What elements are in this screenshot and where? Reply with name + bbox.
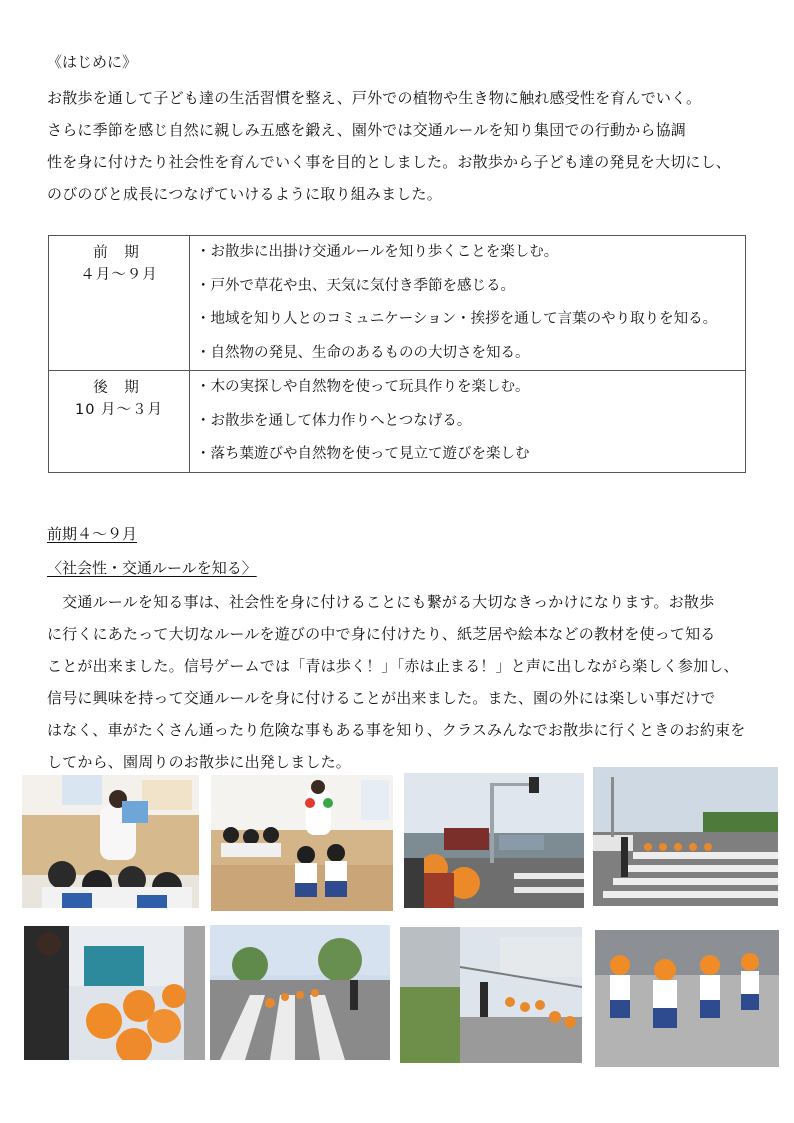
section-line: 信号に興味を持って交通ルールを身に付けることが出来ました。また、園の外には楽しい事だけで: [47, 689, 716, 707]
goal-item: ・自然物の発見、生命のあるものの大切さを知る。: [196, 344, 530, 361]
goal-item: ・地域を知り人とのコミュニケーション・挨拶を通して言葉のやり取りを知る。: [196, 311, 718, 327]
roadside-traffic-light-photo: [404, 773, 584, 908]
crossing-road-photo: [210, 925, 390, 1060]
section-heading: 前期４～９月: [47, 525, 138, 543]
section-line: はなく、車がたくさん通ったり危険な事もある事を知り、クラスみんなでお散歩に行くときのお約束を: [47, 721, 746, 739]
teacher-with-children-photo: [24, 926, 205, 1060]
section-line: ことが出来ました。信号ゲームでは「青は歩く！」「赤は止まる！」と声に出しながら楽しく参加し、: [47, 657, 739, 675]
goal-item: ・戸外で草花や虫、天気に気付き季節を感じる。: [196, 277, 515, 294]
plan-row-first-half: [49, 236, 746, 371]
sidewalk-walk-photo: [400, 927, 582, 1063]
intro-line: お散歩を通して子ども達の生活習慣を整え、戸外での植物や生き物に触れ感受性を育んでいく。: [47, 89, 702, 107]
goal-item: ・落ち葉遊びや自然物を使って見立て遊びを楽しむ: [196, 446, 530, 462]
plan-row-second-half: [49, 371, 746, 473]
signal-game-photo: [211, 775, 393, 911]
goal-item: ・お散歩に出掛け交通ルールを知り歩くことを楽しむ。: [196, 244, 559, 260]
section-line: 交通ルールを知る事は、社会性を身に付けることにも繋がる大切なきっかけになります。お散歩: [47, 593, 715, 611]
period-name: 前 期: [93, 245, 145, 261]
goal-item: ・木の実探しや自然物を使って玩具作りを楽しむ。: [196, 379, 530, 395]
intro-line: さらに季節を感じ自然に親しみ五感を鍛え、園外では交通ルールを知り集団での行動から協調: [47, 121, 687, 139]
intro-heading: 《はじめに》: [47, 53, 138, 71]
period-range: ４月～９月: [80, 267, 158, 283]
period-cell: [49, 236, 190, 371]
period-cell: [49, 371, 190, 473]
classroom-picture-book-photo: [22, 775, 199, 908]
plan-table: [48, 235, 746, 473]
intro-line: 性を身に付けたり社会性を育んでいく事を目的としました。お散歩から子ども達の発見を大切にし、: [47, 153, 732, 171]
children-walking-photo: [595, 930, 779, 1067]
goals-cell: [190, 236, 746, 371]
period-name: 後 期: [93, 380, 145, 396]
goals-cell: [190, 371, 746, 473]
section-line: に行くにあたって大切なルールを遊びの中で身に付けたり、紙芝居や絵本などの教材を使って知る: [47, 625, 716, 643]
section-subheading: 〈社会性・交通ルールを知る〉: [47, 559, 257, 577]
goal-item: ・お散歩を通して体力作りへとつなげる。: [196, 412, 472, 429]
section-line: してから、園周りのお散歩に出発しました。: [47, 753, 352, 771]
period-range: 10 月～３月: [74, 402, 164, 418]
crosswalk-walk-photo: [593, 767, 778, 906]
intro-line: のびのびと成長につなげていけるように取り組みました。: [47, 185, 442, 203]
